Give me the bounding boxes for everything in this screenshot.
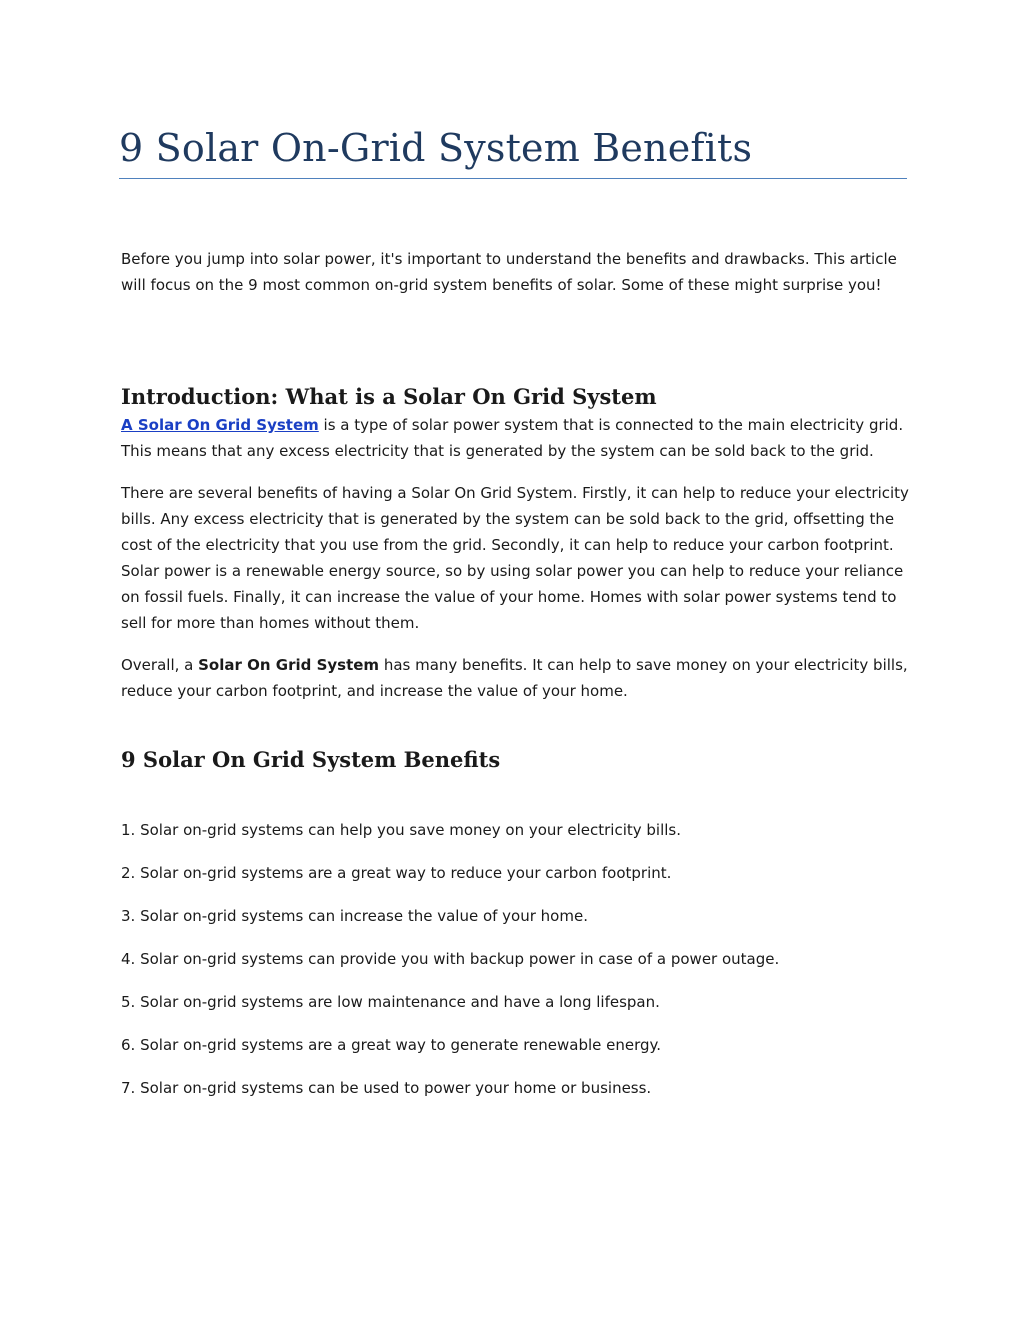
page-title: 9 Solar On-Grid System Benefits bbox=[119, 126, 753, 170]
introduction-section bbox=[121, 412, 911, 720]
list-item: 3. Solar on-grid systems can increase the value of your home. bbox=[121, 907, 588, 925]
paragraph-3-bold-term: Solar On Grid System bbox=[198, 656, 380, 674]
list-item: 6. Solar on-grid systems are a great way to generate renewable energy. bbox=[121, 1036, 662, 1054]
benefits-list bbox=[121, 817, 911, 1118]
paragraph-3-prefix: Overall, a bbox=[121, 656, 199, 674]
section-heading-introduction: Introduction: What is a Solar On Grid System bbox=[121, 384, 657, 409]
solar-on-grid-system-link[interactable]: A Solar On Grid System bbox=[121, 416, 319, 434]
title-underline-divider bbox=[119, 178, 907, 179]
section-heading-benefits: 9 Solar On Grid System Benefits bbox=[121, 747, 501, 772]
introduction-paragraph-2: There are several benefits of having a Solar On Grid System. Firstly, it can help to reduce your electricity bills. Any excess electricity that is generated by the system can be sold back to the grid, offsetting the cost of the electricity that you use from the grid. Secondly, it can help to reduce your carbon footprint. Solar power is a renewable energy source, so by using solar power you can help to reduce your reliance on fossil fuels. Finally, it can increase the value of your home. Homes with solar power systems tend to sell for more than homes without them. bbox=[121, 484, 909, 632]
introduction-paragraph-3 bbox=[121, 652, 911, 704]
list-item: 5. Solar on-grid systems are low maintenance and have a long lifespan. bbox=[121, 993, 660, 1011]
list-item: 4. Solar on-grid systems can provide you with backup power in case of a power outage. bbox=[121, 950, 780, 968]
list-item: 2. Solar on-grid systems are a great way to reduce your carbon footprint. bbox=[121, 864, 672, 882]
list-item: 7. Solar on-grid systems can be used to power your home or business. bbox=[121, 1079, 652, 1097]
list-item: 1. Solar on-grid systems can help you save money on your electricity bills. bbox=[121, 821, 681, 839]
paragraph-3-rest: has many benefits. It can help to save money on your electricity bills, reduce your carbon footprint, and increase the value of your home. bbox=[121, 656, 908, 700]
introduction-paragraph-1-text: is a type of solar power system that is connected to the main electricity grid. This means that any excess electricity that is generated by the system can be sold back to the grid. bbox=[121, 416, 904, 460]
intro-paragraph: Before you jump into solar power, it's important to understand the benefits and drawbacks. This article will focus on the 9 most common on-grid system benefits of solar. Some of these might surprise you! bbox=[121, 250, 897, 294]
introduction-paragraph-1 bbox=[121, 412, 911, 464]
